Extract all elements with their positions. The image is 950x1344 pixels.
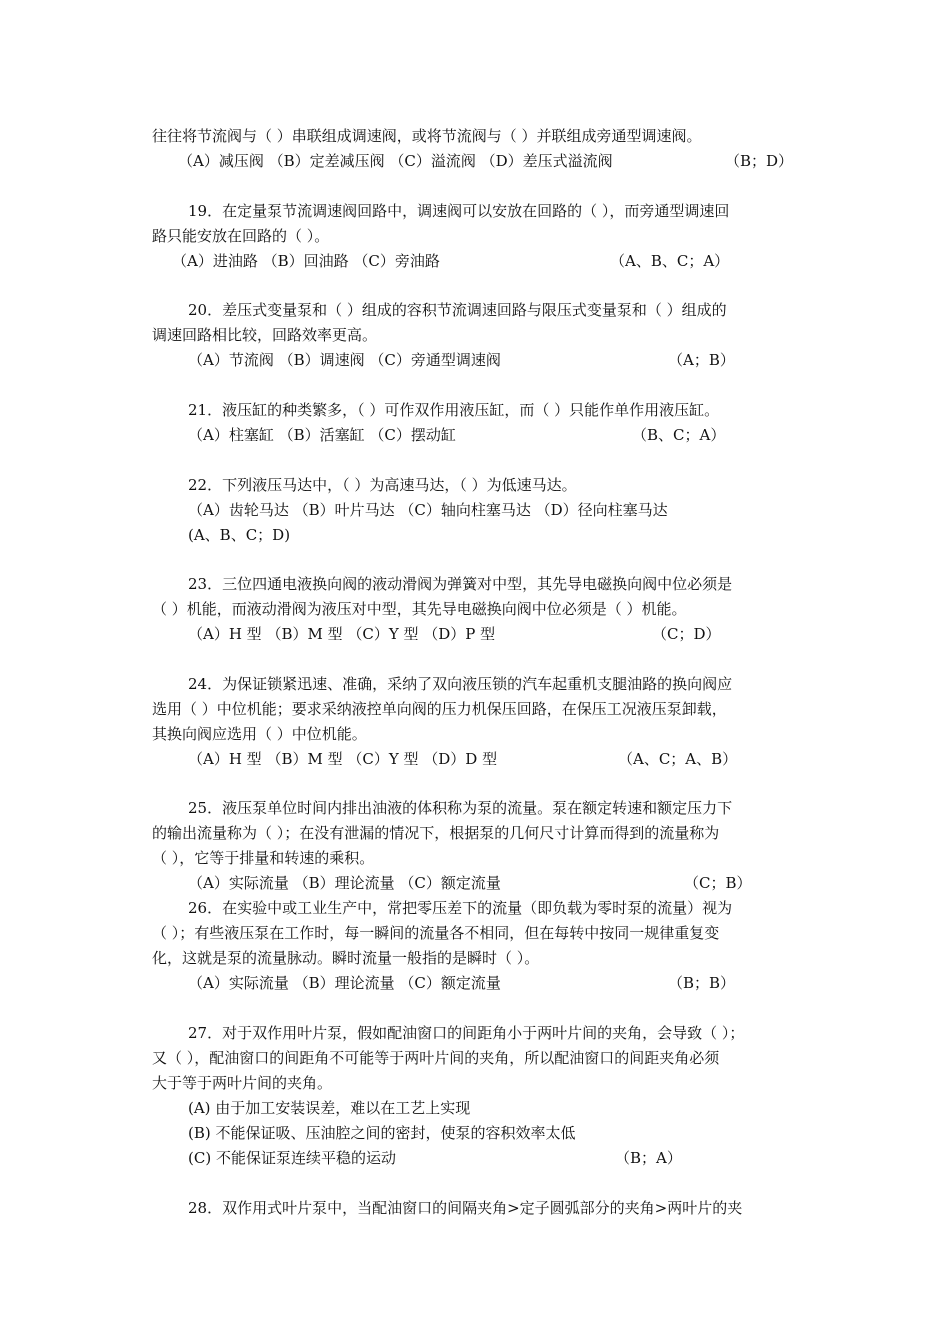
text-line: 选用（ ）中位机能；要求采纳液控单向阀的压力机保压回路，在保压工况液压泵卸载， <box>152 700 727 718</box>
options-line: （A）实际流量 （B）理论流量 （C）额定流量 <box>188 874 501 892</box>
answer-text: （B、C；A） <box>632 426 726 444</box>
options-line: （A）齿轮马达 （B）叶片马达 （C）轴向柱塞马达 （D）径向柱塞马达 <box>188 501 668 519</box>
question-line: 28．双作用式叶片泵中，当配油窗口的间隔夹角>定子圆弧部分的夹角>两叶片的夹 <box>188 1199 743 1217</box>
text-line: （ ）机能，而液动滑阀为液压对中型，其先导电磁换向阀中位必须是（ ）机能。 <box>152 600 687 618</box>
option-line: (B) 不能保证吸、压油腔之间的密封，使泵的容积效率太低 <box>188 1124 576 1142</box>
question-line: 23．三位四通电液换向阀的液动滑阀为弹簧对中型，其先导电磁换向阀中位必须是 <box>188 575 733 593</box>
question-line: 27．对于双作用叶片泵，假如配油窗口的间距角小于两叶片间的夹角，会导致（ ）； <box>188 1024 745 1042</box>
options-line: （A）实际流量 （B）理论流量 （C）额定流量 <box>188 974 501 992</box>
question-line: 22．下列液压马达中，（ ）为高速马达，（ ）为低速马达。 <box>188 476 577 494</box>
text-line: 往往将节流阀与（ ）串联组成调速阀，或将节流阀与（ ）并联组成旁通型调速阀。 <box>152 127 702 145</box>
question-line: 25．液压泵单位时间内排出油液的体积称为泵的流量。泵在额定转速和额定压力下 <box>188 799 733 817</box>
option-line: (C) 不能保证泵连续平稳的运动 <box>188 1149 396 1167</box>
answer-text: （B；B） <box>668 974 736 992</box>
text-line: 化，这就是泵的流量脉动。瞬时流量一般指的是瞬时（ ）。 <box>152 949 540 967</box>
options-line: （A）H 型 （B）M 型 （C）Y 型 （D）P 型 <box>188 625 496 643</box>
answer-text: （B；A） <box>615 1149 682 1167</box>
answer-text: （A、B、C；A） <box>610 252 730 270</box>
text-line: （ ）；有些液压泵在工作时，每一瞬间的流量各不相同，但在每转中按同一规律重复变 <box>152 924 720 942</box>
question-line: 26．在实验中或工业生产中，常把零压差下的流量（即负载为零时泵的流量）视为 <box>188 899 733 917</box>
question-line: 20．差压式变量泵和（ ）组成的容积节流调速回路与限压式变量泵和（ ）组成的 <box>188 301 727 319</box>
answer-text: （B；D） <box>725 152 794 170</box>
options-line: （A）H 型 （B）M 型 （C）Y 型 （D）D 型 <box>188 750 498 768</box>
text-line: 其换向阀应选用（ ）中位机能。 <box>152 725 367 743</box>
options-line: （A）柱塞缸 （B）活塞缸 （C）摆动缸 <box>188 426 456 444</box>
options-line: （A）节流阀 （B）调速阀 （C）旁通型调速阀 <box>188 351 501 369</box>
options-line: （A）减压阀 （B）定差减压阀 （C）溢流阀 （D）差压式溢流阀 <box>178 152 613 170</box>
answer-text: （A、C；A、B） <box>618 750 738 768</box>
question-line: 21．液压缸的种类繁多，（ ）可作双作用液压缸，而（ ）只能作单作用液压缸。 <box>188 401 720 419</box>
option-line: (A) 由于加工安装误差，难以在工艺上实现 <box>188 1099 471 1117</box>
text-line: 大于等于两叶片间的夹角。 <box>152 1074 333 1092</box>
question-line: 19．在定量泵节流调速阀回路中，调速阀可以安放在回路的（ ），而旁通型调速回 <box>188 202 730 220</box>
answer-text: （A；B） <box>668 351 735 369</box>
options-line: （A）进油路 （B）回油路 （C）旁油路 <box>172 252 440 270</box>
question-line: 24．为保证锁紧迅速、准确，采纳了双向液压锁的汽车起重机支腿油路的换向阀应 <box>188 675 733 693</box>
text-line: （ ），它等于排量和转速的乘积。 <box>152 849 375 867</box>
text-line: 又（ ），配油窗口的间距角不可能等于两叶片间的夹角，所以配油窗口的间距夹角必须 <box>152 1049 720 1067</box>
text-line: 路只能安放在回路的（ ）。 <box>152 227 330 245</box>
text-line: 的输出流量称为（ ）；在没有泄漏的情况下，根据泵的几何尺寸计算而得到的流量称为 <box>152 824 720 842</box>
answer-text: (A、B、C；D) <box>188 526 291 544</box>
text-line: 调速回路相比较，回路效率更高。 <box>152 326 378 344</box>
answer-text: （C；D） <box>652 625 721 643</box>
answer-text: （C；B） <box>684 874 752 892</box>
